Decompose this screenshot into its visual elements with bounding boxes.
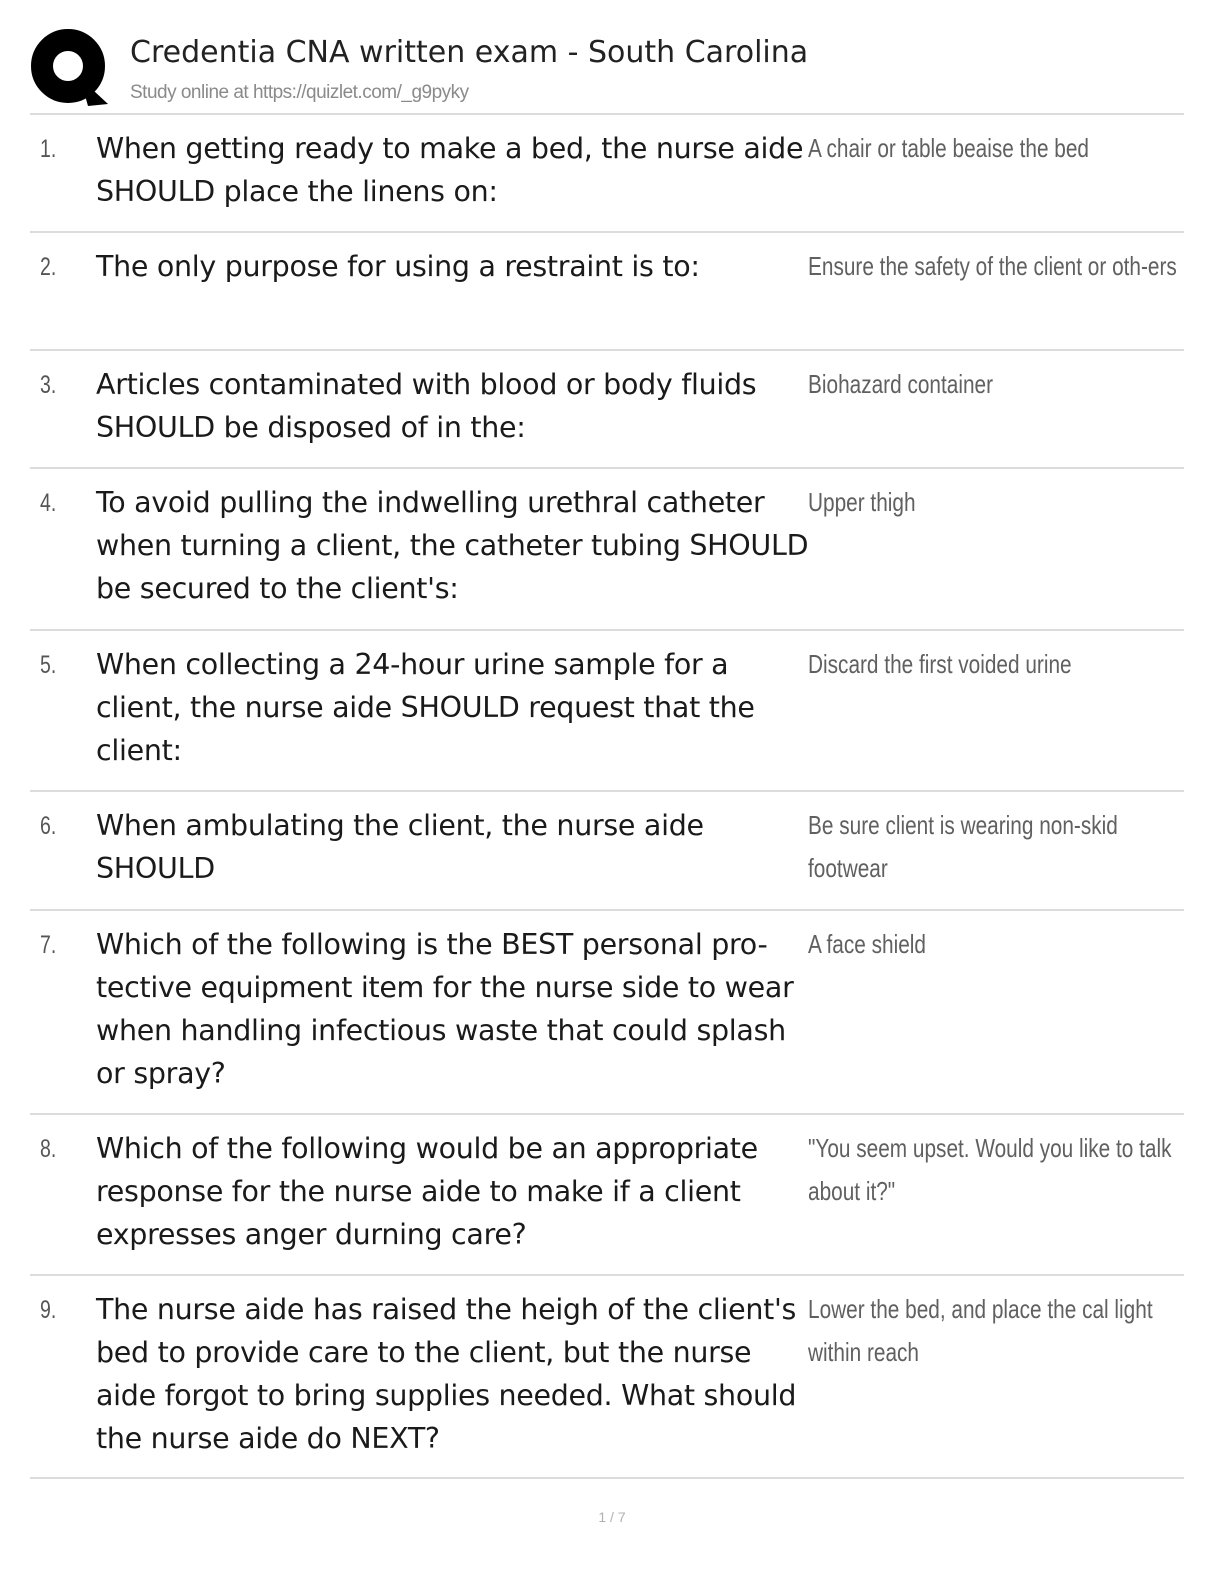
flashcard-row	[30, 349, 1184, 467]
card-number: 5.	[40, 651, 57, 679]
page-header	[30, 28, 1190, 114]
card-term: Which of the following is the BEST personal pro-tective equipment item for the nurse side to wear when handling infectious waste that could splash or spray?	[96, 928, 794, 1090]
card-number: 3.	[40, 371, 57, 399]
card-definition: Biohazard container	[808, 369, 994, 399]
page-title: Credentia CNA written exam - South Carolina	[130, 35, 809, 70]
flashcard-row	[30, 909, 1184, 1113]
card-number: 7.	[40, 931, 57, 959]
card-number: 8.	[40, 1135, 57, 1163]
card-term: Articles contaminated with blood or body fluids SHOULD be disposed of in the:	[96, 368, 757, 444]
card-number: 6.	[40, 812, 57, 840]
flashcard-list	[30, 113, 1184, 1479]
card-term: When ambulating the client, the nurse aide SHOULD	[96, 809, 704, 885]
card-definition: Lower the bed, and place the cal light within reach	[808, 1294, 1153, 1367]
flashcard-row	[30, 231, 1184, 349]
card-number: 2.	[40, 253, 57, 281]
flashcard-row	[30, 1113, 1184, 1274]
flashcard-row	[30, 790, 1184, 909]
flashcard-row	[30, 467, 1184, 629]
card-definition: "You seem upset. Would you like to talk about it?"	[808, 1133, 1172, 1206]
flashcard-row	[30, 113, 1184, 231]
card-term: When collecting a 24-hour urine sample for a client, the nurse aide SHOULD request that the client:	[96, 648, 755, 767]
study-online-link[interactable]: Study online at https://quizlet.com/_g9pyky	[130, 82, 469, 103]
card-definition: A chair or table beaise the bed	[808, 133, 1089, 163]
flashcard-row	[30, 1274, 1184, 1479]
card-definition: Ensure the safety of the client or oth-ers	[808, 251, 1177, 281]
card-definition: Be sure client is wearing non-skid footwear	[808, 810, 1118, 883]
card-definition: Discard the first voided urine	[808, 649, 1072, 679]
page-indicator: 1 / 7	[598, 1509, 626, 1525]
card-term: Which of the following would be an appropriate response for the nurse aide to make if a client expresses anger durning care?	[96, 1132, 758, 1251]
card-definition: Upper thigh	[808, 487, 916, 517]
quizlet-logo-icon	[30, 28, 112, 110]
card-number: 4.	[40, 489, 57, 517]
card-term: The nurse aide has raised the heigh of the client's bed to provide care to the client, but the nurse aide forgot to bring supplies needed. What should the nurse aide do NEXT?	[96, 1293, 797, 1455]
card-number: 9.	[40, 1296, 57, 1324]
card-definition: A face shield	[808, 929, 926, 959]
card-term: The only purpose for using a restraint is to:	[96, 250, 700, 283]
flashcard-row	[30, 629, 1184, 790]
card-term: When getting ready to make a bed, the nurse aide SHOULD place the linens on:	[96, 132, 804, 208]
card-term: To avoid pulling the indwelling urethral catheter when turning a client, the catheter tubing SHOULD be secured to the client's:	[96, 486, 809, 605]
card-number: 1.	[40, 135, 57, 163]
